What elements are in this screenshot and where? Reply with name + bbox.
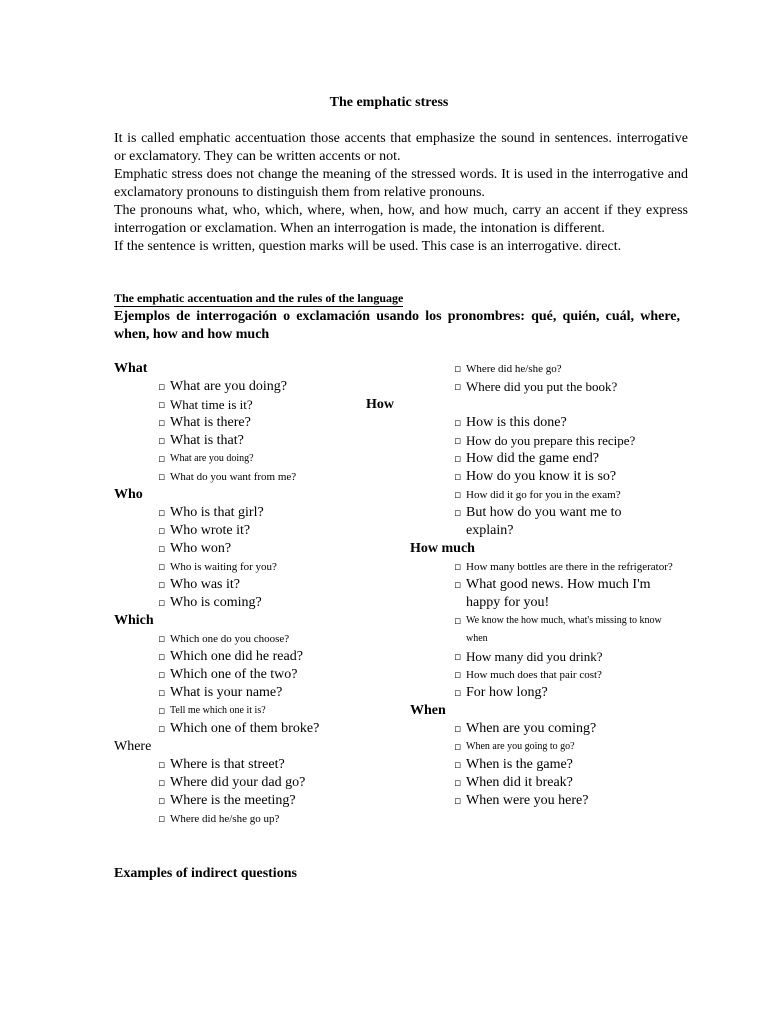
square-bullet-icon: ▫ <box>454 668 462 681</box>
section-heading-what: What <box>114 361 148 376</box>
list-item: ▫ What are you doing? <box>114 450 404 468</box>
section-heading-which: Which <box>114 613 154 628</box>
list-item: ▫ Where is the meeting? <box>158 793 296 808</box>
square-bullet-icon: ▫ <box>158 398 166 411</box>
list-item: ▫ What is that? <box>158 433 244 448</box>
square-bullet-icon: ▫ <box>158 686 166 699</box>
intro-text <box>114 130 688 256</box>
square-bullet-icon: ▫ <box>158 668 166 681</box>
square-bullet-icon: ▫ <box>158 812 166 825</box>
square-bullet-icon: ▫ <box>454 452 462 465</box>
intro-paragraph-4: If the sentence is written, question marks will be used. This case is an interrogative. direct. <box>114 239 622 254</box>
square-bullet-icon: ▫ <box>454 560 462 573</box>
right-column <box>366 360 690 810</box>
list-item: ▫ Where did you put the book? <box>454 379 618 394</box>
square-bullet-icon: ▫ <box>454 578 462 591</box>
list-item: ▫ Who is waiting for you? <box>114 558 404 576</box>
square-bullet-icon: ▫ <box>158 722 166 735</box>
section-heading-how: How <box>366 397 394 412</box>
list-item: ▫ How did it go for you in the exam? <box>410 486 690 504</box>
square-bullet-icon: ▫ <box>158 452 166 465</box>
spanish-heading: Ejemplos de interrogación o exclamación usando los pronombres: qué, quién, cuál, where, when, how and how much <box>114 309 680 342</box>
list-item: ▫ What are you doing? <box>158 379 288 394</box>
square-bullet-icon: ▫ <box>158 542 166 555</box>
list-item: ▫ Which one did he read? <box>158 649 303 664</box>
list-item: ▫ But how do you want me to explain? <box>454 505 622 538</box>
square-bullet-icon: ▫ <box>454 362 462 375</box>
square-bullet-icon: ▫ <box>158 416 166 429</box>
list-item: ▫ Who wrote it? <box>158 523 251 538</box>
square-bullet-icon: ▫ <box>454 506 462 519</box>
square-bullet-icon: ▫ <box>454 740 462 753</box>
list-item: ▫ Who is that girl? <box>158 505 264 520</box>
page-title: The emphatic stress <box>329 95 449 110</box>
square-bullet-icon: ▫ <box>454 434 462 447</box>
list-item: ▫ What time is it? <box>158 397 253 412</box>
square-bullet-icon: ▫ <box>158 434 166 447</box>
square-bullet-icon: ▫ <box>454 650 462 663</box>
square-bullet-icon: ▫ <box>454 416 462 429</box>
intro-paragraph-2: Emphatic stress does not change the meaning of the stressed words. It is used in the interrogative and exclamatory pronouns to distinguish them from relative pronouns. <box>114 167 688 200</box>
list-item: ▫ For how long? <box>454 685 548 700</box>
list-item: ▫ Which one of them broke? <box>158 721 320 736</box>
list-item: ▫ When are you going to go? <box>410 738 690 756</box>
list-item: ▫ Who was it? <box>158 577 240 592</box>
left-column <box>114 360 404 828</box>
square-bullet-icon: ▫ <box>454 686 462 699</box>
list-item: ▫ What is there? <box>158 415 251 430</box>
list-item: ▫ Who won? <box>158 541 232 556</box>
list-item: ▫ What is your name? <box>158 685 283 700</box>
square-bullet-icon: ▫ <box>158 596 166 609</box>
square-bullet-icon: ▫ <box>158 560 166 573</box>
list-item: ▫ Where is that street? <box>158 757 285 772</box>
intro-paragraph-1: It is called emphatic accentuation those accents that emphasize the sound in sentences. interrogative or exclamatory. They can be written accents or not. <box>114 131 688 164</box>
square-bullet-icon: ▫ <box>158 470 166 483</box>
list-item: ▫ What do you want from me? <box>114 468 404 486</box>
square-bullet-icon: ▫ <box>158 758 166 771</box>
square-bullet-icon: ▫ <box>158 632 166 645</box>
list-item: ▫ Where did he/she go up? <box>114 810 404 828</box>
list-item: ▫ We know the how much, what's missing to know when <box>454 614 662 644</box>
section-heading-how-much: How much <box>410 541 475 556</box>
square-bullet-icon: ▫ <box>158 380 166 393</box>
square-bullet-icon: ▫ <box>158 794 166 807</box>
list-item: ▫ How much does that pair cost? <box>410 666 690 684</box>
section-heading-where: Where <box>114 739 152 754</box>
square-bullet-icon: ▫ <box>454 722 462 735</box>
square-bullet-icon: ▫ <box>454 776 462 789</box>
list-item: ▫ How many bottles are there in the refrigerator? <box>410 558 694 576</box>
list-item: ▫ Where did he/she go? <box>410 360 690 378</box>
list-item: ▫ How do you prepare this recipe? <box>454 433 636 448</box>
intro-paragraph-3: The pronouns what, who, which, where, when, how, and how much, carry an accent if they express interrogation or exclamation. When an interrogation is made, the intonation is different. <box>114 203 688 236</box>
list-item: ▫ When is the game? <box>454 757 573 772</box>
list-item: ▫ When were you here? <box>454 793 589 808</box>
list-item: ▫ How many did you drink? <box>454 649 603 664</box>
square-bullet-icon: ▫ <box>454 794 462 807</box>
square-bullet-icon: ▫ <box>454 380 462 393</box>
square-bullet-icon: ▫ <box>454 470 462 483</box>
list-item: ▫ When are you coming? <box>454 721 597 736</box>
footer-heading: Examples of indirect questions <box>114 866 297 881</box>
list-item: ▫ Which one do you choose? <box>114 630 404 648</box>
square-bullet-icon: ▫ <box>454 488 462 501</box>
subheading: The emphatic accentuation and the rules of the language <box>114 291 404 305</box>
section-heading-who: Who <box>114 487 143 502</box>
list-item: ▫ Who is coming? <box>158 595 262 610</box>
square-bullet-icon: ▫ <box>454 758 462 771</box>
list-item: ▫ Which one of the two? <box>158 667 298 682</box>
list-item: ▫ When did it break? <box>454 775 573 790</box>
list-item: ▫ How did the game end? <box>454 451 599 466</box>
list-item: ▫ What good news. How much I'm happy for you! <box>454 577 651 610</box>
list-item: ▫ Tell me which one it is? <box>114 702 404 720</box>
square-bullet-icon: ▫ <box>158 650 166 663</box>
section-heading-when: When <box>410 703 446 718</box>
list-item: ▫ Where did your dad go? <box>158 775 306 790</box>
square-bullet-icon: ▫ <box>158 704 166 717</box>
square-bullet-icon: ▫ <box>158 506 166 519</box>
square-bullet-icon: ▫ <box>158 578 166 591</box>
square-bullet-icon: ▫ <box>454 614 462 627</box>
list-item: ▫ How do you know it is so? <box>454 469 617 484</box>
square-bullet-icon: ▫ <box>158 524 166 537</box>
square-bullet-icon: ▫ <box>158 776 166 789</box>
list-item: ▫ How is this done? <box>454 415 567 430</box>
